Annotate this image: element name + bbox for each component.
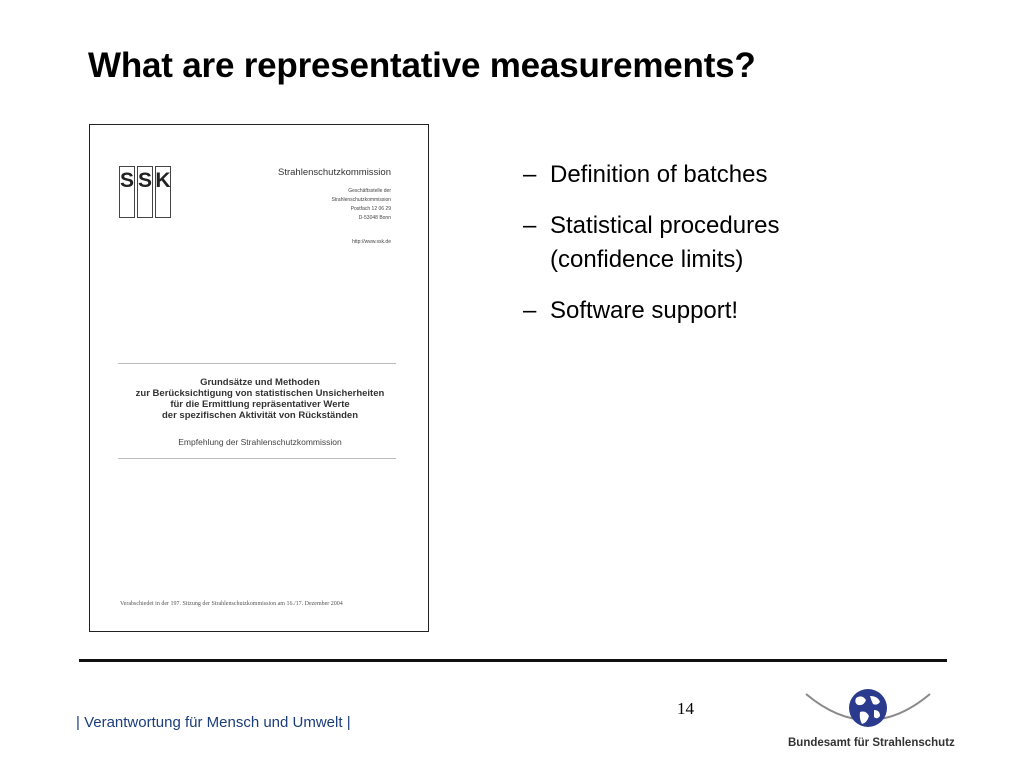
bullet-marker: – <box>523 297 537 324</box>
document-heading <box>104 377 416 421</box>
org-url: http://www.ssk.de <box>352 239 391 245</box>
bfs-logo-text: Bundesamt für Strahlenschutz <box>788 737 955 749</box>
address-line: Geschäftsstelle der <box>348 188 391 194</box>
tagline: | Verantwortung für Mensch und Umwelt | <box>76 714 351 731</box>
ssk-logo-letter: K <box>155 166 171 218</box>
heading-line: Grundsätze und Methoden <box>200 377 320 388</box>
footer-divider <box>79 659 947 662</box>
bullet-text: Software support! <box>550 297 739 324</box>
heading-line: für die Ermittlung repräsentativer Werte <box>170 399 350 410</box>
divider <box>118 458 396 459</box>
bullet-text: Statistical procedures (confidence limits) <box>550 212 780 273</box>
org-name: Strahlenschutzkommission <box>278 167 391 178</box>
org-address-block <box>278 167 391 245</box>
divider <box>118 363 396 364</box>
bullet-item <box>523 158 843 192</box>
bullet-text: Definition of batches <box>550 161 768 188</box>
document-footer: Verabschiedet in der 197. Sitzung der Strahlenschutzkommission am 16./17. Dezember 2004 <box>120 601 343 607</box>
bfs-logo <box>788 684 955 764</box>
bullet-item <box>523 209 843 277</box>
ssk-logo <box>119 166 173 218</box>
address-line: D-53048 Bonn <box>358 215 391 221</box>
globe-icon <box>788 684 948 740</box>
ssk-logo-letter: S <box>137 166 153 218</box>
bullet-marker: – <box>523 212 537 239</box>
address-line: Strahlenschutzkommission <box>331 197 391 203</box>
slide-title: What are representative measurements? <box>88 46 756 85</box>
heading-line: der spezifischen Aktivität von Rückständen <box>161 410 359 421</box>
document-thumbnail <box>89 124 429 632</box>
page-number: 14 <box>677 699 694 718</box>
ssk-logo-letter: S <box>119 166 135 218</box>
bullet-item <box>523 294 843 328</box>
document-subtitle: Empfehlung der Strahlenschutzkommission <box>178 437 342 447</box>
bullet-list <box>523 158 843 345</box>
address-line: Postfach 12 06 29 <box>350 206 391 212</box>
bullet-marker: – <box>523 161 537 188</box>
heading-line: zur Berücksichtigung von statistischen Unsicherheiten <box>135 388 385 399</box>
